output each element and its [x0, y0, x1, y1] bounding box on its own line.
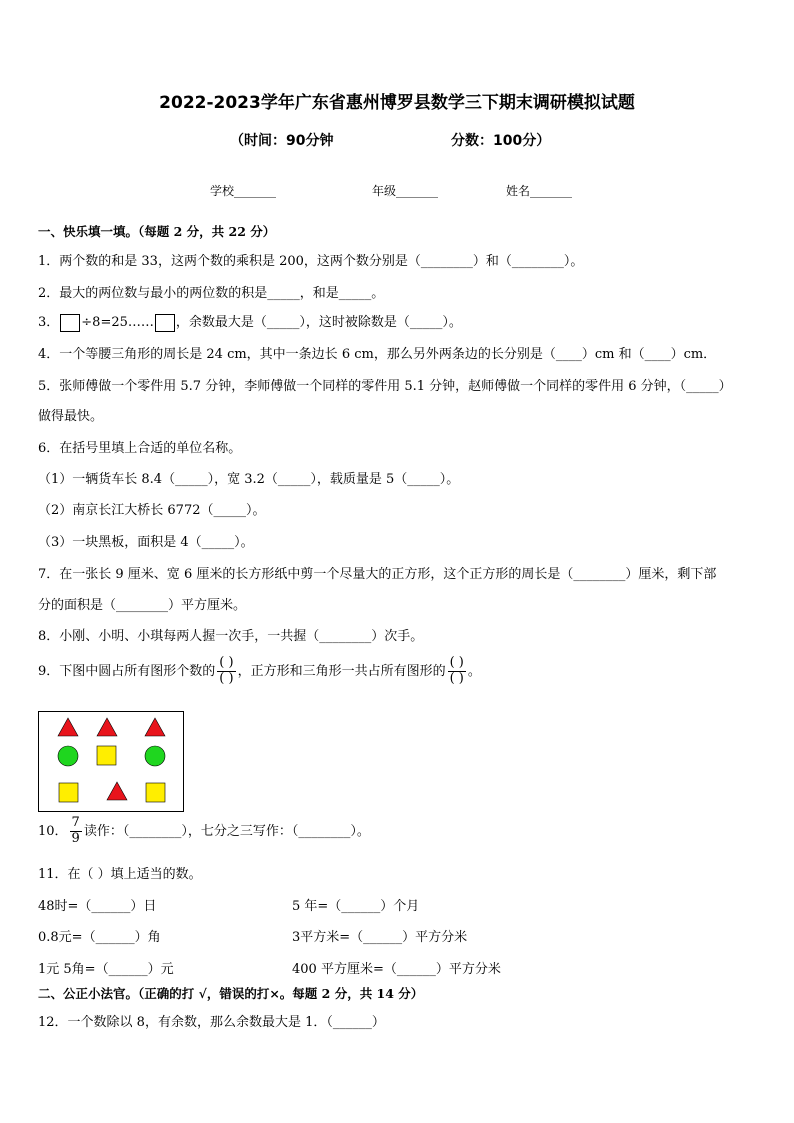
grade-field: 年级_______	[372, 184, 439, 198]
question-8: 8．小刚、小明、小琪每两人握一次手，一共握（________）次手。	[38, 629, 424, 644]
fraction-denominator: ( )	[449, 670, 464, 686]
triangle-shape	[97, 718, 117, 736]
question-7-line-2: 分的面积是（________）平方厘米。	[38, 598, 247, 613]
name-field: 姓名_______	[506, 184, 573, 198]
fraction-blank-2	[448, 656, 466, 687]
shapes-svg	[39, 712, 183, 811]
fraction-numerator: 7	[71, 815, 80, 830]
exam-score: 分数：100分）	[451, 133, 551, 149]
fraction-numerator: ( )	[219, 655, 234, 670]
question-6-2: （2）南京长江大桥长 6772（_____）。	[38, 503, 266, 518]
question-9-end: 。	[467, 663, 481, 679]
question-11-b: 5 年=（______）个月	[292, 899, 420, 914]
fraction-blank-1	[217, 656, 235, 687]
triangle-shape	[145, 718, 165, 736]
question-6-3: （3）一块黑板，面积是 4（_____）。	[38, 535, 254, 550]
question-2: 2．最大的两位数与最小的两位数的积是_____，和是_____。	[38, 286, 385, 301]
question-11-d: 3平方米=（______）平方分米	[292, 930, 468, 945]
section-1-heading: 一、快乐填一填。（每题 2 分，共 22 分）	[38, 224, 276, 239]
question-11-a: 48时=（______）日	[38, 899, 157, 914]
blank-box	[60, 314, 80, 332]
section-2-heading: 二、公正小法官。（正确的打 √，错误的打×。每题 2 分，共 14 分）	[38, 986, 424, 1001]
question-3-end: ，余数最大是（_____），这时被除数是（_____）。	[175, 315, 462, 330]
triangle-shape	[107, 782, 127, 800]
fraction-denominator: 9	[71, 830, 80, 846]
question-10	[38, 816, 370, 847]
question-11-c: 0.8元=（______）角	[38, 930, 161, 945]
square-shape	[59, 783, 78, 802]
question-10-number: 10．	[38, 823, 68, 839]
question-9	[38, 656, 481, 687]
question-11-f: 400 平方厘米=（______）平方分米	[292, 962, 501, 977]
question-9-text-2: ，正方形和三角形一共占所有图形的	[237, 663, 446, 679]
shapes-figure	[38, 711, 184, 812]
question-9-text-1: 9．下图中圆占所有图形个数的	[38, 663, 216, 679]
question-6-1: （1）一辆货车长 8.4（_____），宽 3.2（_____），载质量是 5（_____）。	[38, 472, 460, 487]
question-4: 4．一个等腰三角形的周长是 24 cm，其中一条边长 6 cm，那么另外两条边的长分别是（____）cm 和（____）cm．	[38, 347, 717, 362]
question-3	[38, 311, 462, 332]
question-6: 6．在括号里填上合适的单位名称。	[38, 441, 242, 456]
question-3-mid: ÷8=25……	[81, 315, 154, 330]
square-shape	[97, 746, 116, 765]
fraction-seven-ninths	[70, 816, 82, 847]
question-11-e: 1元 5角=（______）元	[38, 962, 174, 977]
fraction-numerator: ( )	[449, 655, 464, 670]
question-11: 11．在（ ）填上适当的数。	[38, 867, 202, 882]
question-5-line-2: 做得最快。	[38, 409, 104, 424]
question-1: 1．两个数的和是 33，这两个数的乘积是 200，这两个数分别是（________）和（________）。	[38, 254, 584, 269]
question-12: 12．一个数除以 8，有余数，那么余数最大是 1．（______）	[38, 1015, 385, 1030]
blank-box	[155, 314, 175, 332]
triangle-shape	[58, 718, 78, 736]
circle-shape	[58, 746, 78, 766]
circle-shape	[145, 746, 165, 766]
question-7-line-1: 7．在一张长 9 厘米、宽 6 厘米的长方形纸中剪一个尽量大的正方形，这个正方形的周长是（________）厘米，剩下部	[38, 567, 717, 582]
square-shape	[146, 783, 165, 802]
exam-time: （时间：90分钟	[230, 133, 334, 149]
question-3-number: 3．	[38, 315, 60, 330]
question-10-rest: 读作：（________），七分之三写作：（________）。	[83, 823, 370, 839]
school-field: 学校_______	[210, 184, 277, 198]
page-title: 2022-2023学年广东省惠州博罗县数学三下期末调研模拟试题	[159, 93, 635, 113]
fraction-denominator: ( )	[219, 670, 234, 686]
question-5-line-1: 5．张师傅做一个零件用 5.7 分钟，李师傅做一个同样的零件用 5.1 分钟，赵师傅做一个同样的零件用 6 分钟，（_____）	[38, 379, 732, 394]
